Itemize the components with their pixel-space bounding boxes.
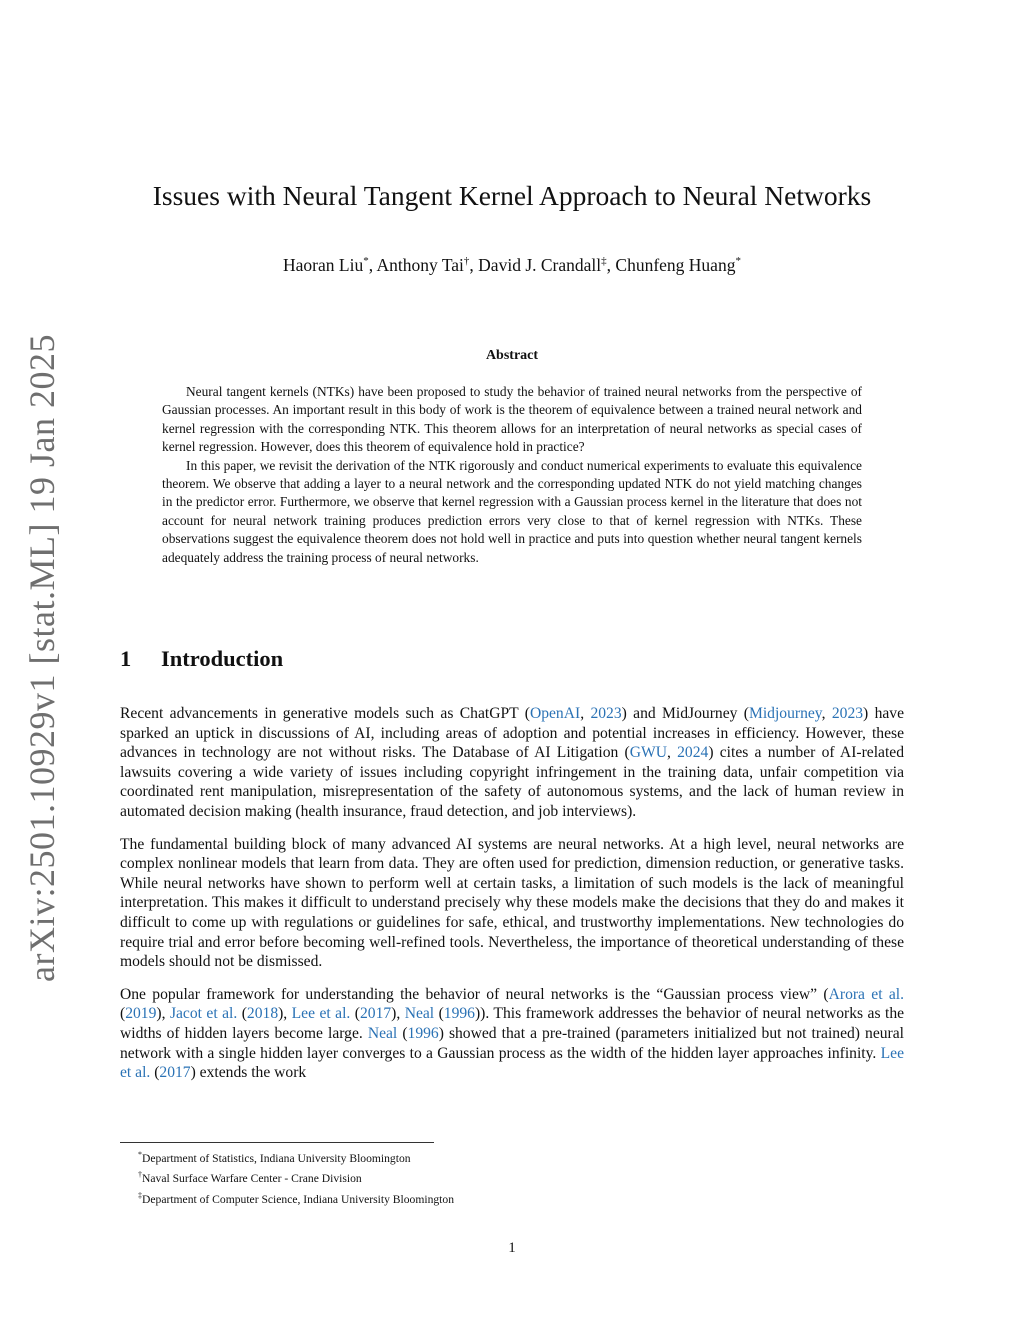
- arxiv-identifier: arXiv:2501.10929v1 [stat.ML] 19 Jan 2025: [22, 333, 62, 982]
- footnotes: [120, 1147, 904, 1208]
- author-name: David J. Crandall: [478, 255, 602, 275]
- citation-link[interactable]: 2017: [359, 1005, 392, 1023]
- section-title: Introduction: [161, 646, 284, 671]
- citation-link[interactable]: Arora et al.: [828, 985, 904, 1003]
- section-heading: [120, 646, 283, 672]
- paper-title: Issues with Neural Tangent Kernel Approach to Neural Networks: [152, 180, 872, 211]
- citation-link[interactable]: OpenAI: [529, 705, 581, 722]
- citation-link[interactable]: Neal: [367, 1024, 398, 1042]
- citation-link[interactable]: 2018: [246, 1005, 279, 1023]
- section-number: 1: [120, 646, 132, 671]
- author-name: Chunfeng Huang: [615, 255, 736, 275]
- body-paragraph: The fundamental building block of many advanced AI systems are neural networks. At a high level, neural networks are complex nonlinear models that learn from data. They are often used for prediction, dimension reduction, or generative tasks. While neural networks have shown to perform well at certain tasks, a limitation of such models is the lack of meaningful interpretation. This makes it difficult to understand precisely why these models make the decisions that they do and makes it difficult to come up with regulations or guidelines for safe, ethical, and trustworthy implementations. New technologies do require trial and error before becoming well-refined tools. Nevertheless, the importance of theoretical understanding of these models should not be dismissed.: [120, 835, 904, 971]
- citation-link[interactable]: 2023: [590, 705, 622, 722]
- citation-link[interactable]: Lee et al.: [291, 1005, 351, 1023]
- author-affiliation-mark: ‡: [601, 255, 607, 268]
- citation-link[interactable]: Jacot et al.: [169, 1005, 238, 1023]
- author-affiliation-mark: *: [735, 255, 741, 268]
- abstract-body: [162, 383, 862, 567]
- author-affiliation-mark: †: [463, 255, 470, 268]
- footnote-mark: *: [138, 1150, 142, 1159]
- body-paragraph: Recent advancements in generative models such as ChatGPT (OpenAI, 2023) and MidJourney (Midjourney, 2023) have sparked an uptick in discussions of AI, including areas of adoption and potential increases in efficiency. However, these advances in technology are not without risks. The Database of AI Litigation (GWU, 2024) cites a number of AI-related lawsuits covering a wide variety of issues including copyright infringement in the training data, unfair competition via coordinated rent manipulation, misrepresentation of the safety of autonomous systems, and the lack of human review in automated decision making (health insurance, fraud detection, and job interviews).: [120, 705, 905, 820]
- citation-link[interactable]: 2017: [159, 1064, 191, 1082]
- abstract-heading: Abstract: [485, 348, 539, 363]
- citation-link[interactable]: Lee et al.: [120, 1044, 904, 1082]
- footnote-mark: ‡: [138, 1190, 142, 1200]
- arxiv-side-stamp: [14, 333, 70, 982]
- citation-link[interactable]: 2024: [677, 744, 709, 762]
- body-paragraph: One popular framework for understanding the behavior of neural networks is the “Gaussian process view” (Arora et al. (2019), Jacot et al. (2018), Lee et al. (2017), Neal (1996)). This framework addresses the behavior of neural networks as the widths of hidden layers become large. Neal (1996) showed that a pre-trained (parameters initialized but not trained) neural network with a single hidden layer converges to a Gaussian process as the width of the hidden layer approaches infinity. Lee et al. (2017) extends the work: [120, 985, 905, 1082]
- author-list: Haoran Liu*, Anthony Tai†, David J. Crandall‡, Chunfeng Huang*: [283, 255, 741, 275]
- footnote: *Department of Statistics, Indiana University Bloomington: [138, 1150, 411, 1165]
- citation-link[interactable]: Midjourney: [748, 705, 822, 722]
- footnote: †Naval Surface Warfare Center - Crane Division: [138, 1170, 362, 1186]
- footnote: ‡Department of Computer Science, Indiana University Bloomington: [138, 1190, 454, 1206]
- page-number: 1: [508, 1240, 516, 1256]
- citation-link[interactable]: 1996: [443, 1005, 475, 1023]
- author-affiliation-mark: *: [363, 255, 369, 268]
- citation-link[interactable]: 2019: [125, 1005, 157, 1023]
- abstract-paragraph: Neural tangent kernels (NTKs) have been proposed to study the behavior of trained neural networks from the perspective of Gaussian processes. An important result in this body of work is the theorem of equivalence between a trained neural network and kernel regression with the corresponding NTK. This theorem allows for an interpretation of neural networks as special cases of kernel regression. However, does this theorem of equivalence hold in practice?: [162, 384, 862, 455]
- abstract-paragraph: In this paper, we revisit the derivation of the NTK rigorously and conduct numerical experiments to evaluate this equivalence theorem. We observe that adding a layer to a neural network and the corresponding updated NTK do not yield matching changes in the predictor error. Furthermore, we observe that kernel regression with a Gaussian process kernel in the literature that does not account for neural network training produces prediction errors very close to that of kernel regression with NTKs. These observations suggest the equivalence theorem does not hold well in practice and puts into question whether neural tangent kernels adequately address the training process of neural networks.: [162, 457, 862, 565]
- citation-link[interactable]: Neal: [404, 1005, 435, 1023]
- introduction-body: [120, 704, 904, 1083]
- footnote-mark: †: [138, 1170, 142, 1180]
- citation-link[interactable]: 1996: [407, 1024, 439, 1042]
- author-name: Haoran Liu: [283, 255, 364, 275]
- author-name: Anthony Tai: [376, 255, 464, 275]
- citation-link[interactable]: GWU: [629, 744, 667, 762]
- citation-link[interactable]: 2023: [831, 705, 864, 722]
- footnote-divider: [120, 1142, 434, 1143]
